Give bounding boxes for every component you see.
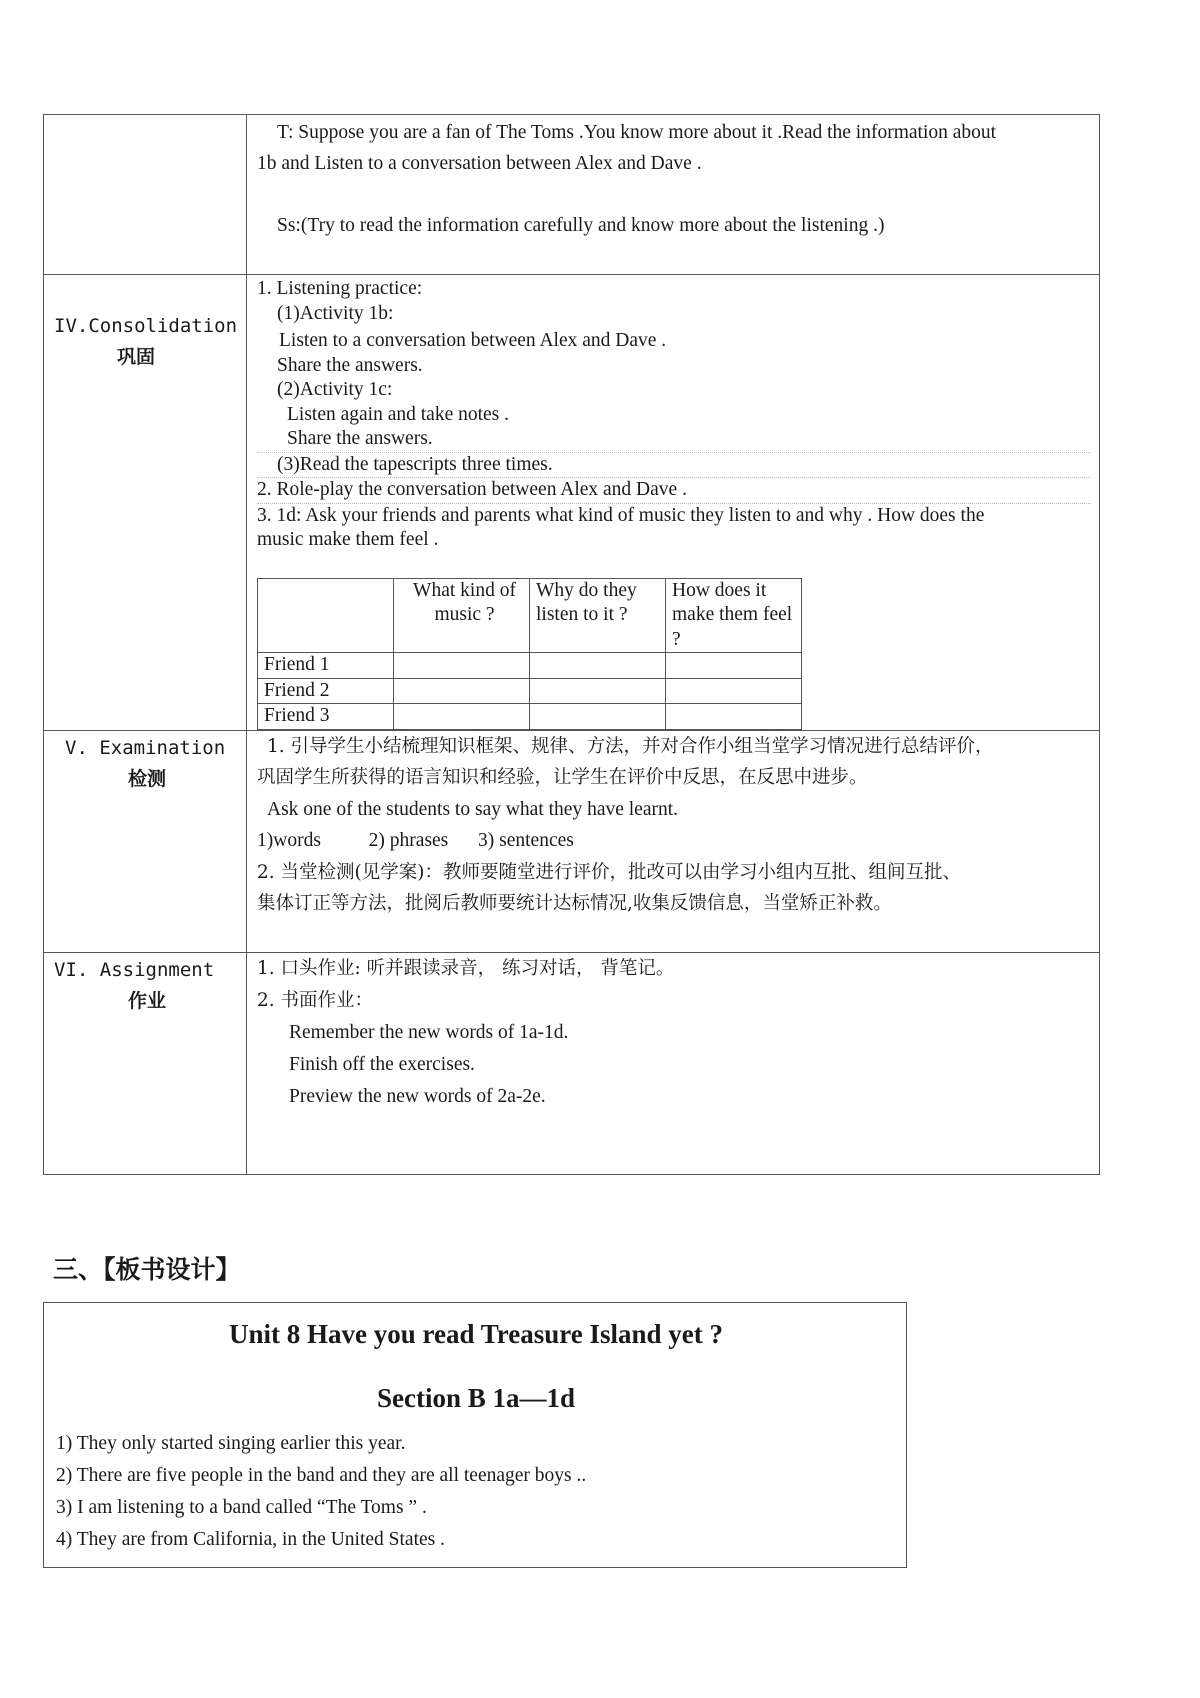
consolidation-line-8: (3)Read the tapescripts three times.	[257, 453, 1091, 479]
assignment-line-3: Remember the new words of 1a-1d.	[289, 1021, 569, 1043]
table-cell	[666, 653, 802, 679]
friends-music-table	[257, 578, 802, 730]
examination-line-1: 1. 引导学生小结梳理知识框架、规律、方法，并对合作小组当堂学习情况进行总结评价，	[267, 735, 994, 757]
intro-line-2: 1b and Listen to a conversation between Alex and Dave .	[257, 153, 702, 174]
examination-line-5: 2. 当堂检测(见学案)：教师要随堂进行评价，批改可以由学习小组内互批、组间互批、	[257, 861, 961, 883]
intro-line-3: Ss:(Try to read the information carefully and know more about the listening .)	[277, 215, 885, 236]
intro-stage-cell	[44, 115, 247, 275]
board-design-box	[43, 1302, 907, 1568]
friend-label: Friend 2	[258, 678, 394, 704]
intro-row	[44, 115, 1100, 275]
examination-content-cell	[247, 730, 1100, 952]
assignment-row	[44, 952, 1100, 1174]
assignment-stage-label: VI. Assignment	[54, 958, 215, 981]
examination-line-3: Ask one of the students to say what they have learnt.	[267, 798, 679, 820]
table-cell	[394, 704, 530, 730]
table-cell	[666, 704, 802, 730]
examination-stage-label: V. Examination	[65, 736, 226, 759]
consolidation-line-11: music make them feel .	[257, 529, 439, 550]
intro-content-cell	[247, 115, 1100, 275]
assignment-content-cell	[247, 952, 1100, 1174]
examination-words: 1)words	[257, 830, 321, 851]
board-line-1: 1) They only started singing earlier this year.	[56, 1433, 406, 1454]
board-line-2: 2) There are five people in the band and they are all teenager boys ..	[56, 1465, 587, 1486]
table-cell	[530, 653, 666, 679]
consolidation-stage-cell	[44, 275, 247, 731]
assignment-stage-cn: 作业	[128, 989, 167, 1012]
table-row	[258, 704, 802, 730]
consolidation-row	[44, 275, 1100, 731]
examination-line-4	[257, 825, 1091, 857]
friend-label: Friend 3	[258, 704, 394, 730]
table-cell	[666, 678, 802, 704]
friends-table-header-feel: How does it make them feel ?	[666, 578, 802, 653]
lesson-plan-table	[43, 114, 1100, 1175]
board-line-3: 3) I am listening to a band called “The Toms ” .	[56, 1497, 427, 1518]
consolidation-stage-label: IV.Consolidation	[54, 315, 238, 337]
intro-line-1: T: Suppose you are a fan of The Toms .You know more about it .Read the information about	[277, 122, 997, 143]
table-cell	[394, 653, 530, 679]
consolidation-line-3: Listen to a conversation between Alex and Dave .	[279, 330, 667, 351]
board-title-section: Section B 1a—1d	[376, 1383, 576, 1413]
table-cell	[394, 678, 530, 704]
examination-stage-cell	[44, 730, 247, 952]
examination-sentences: 3) sentences	[478, 830, 574, 851]
board-line-4: 4) They are from California, in the United States .	[56, 1529, 445, 1550]
assignment-stage-cell	[44, 952, 247, 1174]
consolidation-line-5: (2)Activity 1c:	[277, 379, 393, 400]
consolidation-content-cell	[247, 275, 1100, 731]
table-cell	[530, 704, 666, 730]
board-title-unit: Unit 8 Have you read Treasure Island yet ?	[228, 1319, 724, 1349]
friends-table-header-why: Why do they listen to it ?	[530, 578, 666, 653]
assignment-line-2: 2. 书面作业：	[257, 989, 374, 1011]
friend-label: Friend 1	[258, 653, 394, 679]
board-design-heading: 三、【板书设计】	[53, 1255, 241, 1284]
examination-stage-cn: 检测	[128, 767, 167, 790]
assignment-line-1: 1. 口头作业: 听并跟读录音， 练习对话， 背笔记。	[257, 957, 675, 979]
consolidation-line-4: Share the answers.	[277, 354, 423, 376]
table-cell	[530, 678, 666, 704]
table-row	[258, 653, 802, 679]
consolidation-line-2: (1)Activity 1b:	[277, 302, 394, 324]
consolidation-line-7: Share the answers.	[257, 427, 1091, 453]
consolidation-stage-cn: 巩固	[117, 346, 156, 368]
examination-row	[44, 730, 1100, 952]
assignment-line-4: Finish off the exercises.	[289, 1053, 475, 1075]
consolidation-line-1: 1. Listening practice:	[257, 278, 423, 299]
consolidation-line-10: 3. 1d: Ask your friends and parents what kind of music they listen to and why . How does the	[257, 504, 985, 526]
friends-table-header-row	[258, 578, 802, 653]
friends-table-header-blank	[258, 578, 394, 653]
consolidation-line-6: Listen again and take notes .	[287, 403, 510, 425]
friends-table-header-kind: What kind of music ?	[394, 578, 530, 653]
consolidation-line-9: 2. Role-play the conversation between Alex and Dave .	[257, 478, 1091, 504]
examination-line-2: 巩固学生所获得的语言知识和经验，让学生在评价中反思，在反思中进步。	[257, 767, 868, 788]
assignment-line-5: Preview the new words of 2a-2e.	[289, 1085, 546, 1107]
table-row	[258, 678, 802, 704]
examination-phrases: 2) phrases	[368, 830, 449, 851]
examination-line-6: 集体订正等方法，批阅后教师要统计达标情况,收集反馈信息，当堂矫正补救。	[257, 893, 892, 914]
